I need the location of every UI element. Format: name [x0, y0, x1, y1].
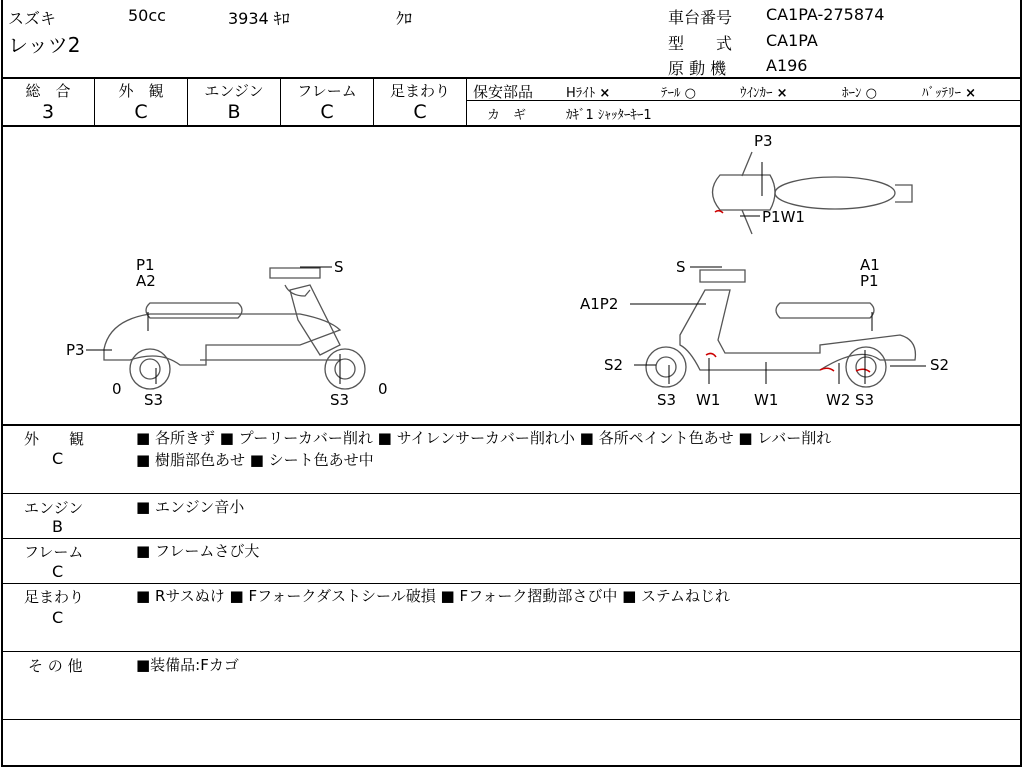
safety-horn-mark: ○: [865, 86, 877, 101]
section-engine-title: エンジン: [24, 499, 84, 517]
mileage: 3934 ｷﾛ: [228, 9, 290, 28]
type-label: 型 式: [668, 34, 733, 53]
grade-suspension-value: C: [413, 101, 427, 123]
grade-frame-value: C: [320, 101, 334, 123]
diagram-labels: [66, 132, 949, 409]
section-other-title: そ の 他: [28, 657, 83, 675]
displacement: 50cc: [128, 6, 166, 25]
label-left-s3a: S3: [144, 391, 164, 409]
section-frame-title: フレーム: [24, 543, 84, 561]
safety-winker: ｳｲﾝｶｰ ×: [740, 86, 788, 101]
grade-suspension-label: 足まわり: [389, 82, 450, 100]
grade-total-value: 3: [41, 101, 55, 123]
color: ｸﾛ: [396, 9, 413, 28]
label-right-s: S: [676, 258, 686, 276]
damage-diagram: [0, 126, 1024, 424]
label-right-p1: P1: [860, 272, 879, 290]
label-left-s3b: S3: [330, 391, 350, 409]
section-engine-grade: B: [52, 517, 63, 536]
section-exterior-title: 外 観: [24, 430, 85, 448]
label-right-s3a: S3: [657, 391, 677, 409]
section-frame-line-1: ■ フレームさび大: [136, 542, 260, 560]
safety-winker-mark: ×: [776, 86, 788, 101]
model-name: レッツ2: [8, 33, 81, 57]
safety-tail-mark: ○: [684, 86, 696, 101]
safety-headlight: Hﾗｲﾄ ×: [566, 86, 611, 101]
section-suspension-line-1: ■ Rサスぬけ ■ Fフォークダストシール破損 ■ Fフォーク摺動部さび中 ■ ステムねじれ: [136, 587, 730, 605]
label-left-0b: 0: [378, 380, 388, 398]
label-left-0a: 0: [112, 380, 122, 398]
label-right-s3b: S3: [855, 391, 875, 409]
engine-label: 原 動 機: [668, 59, 727, 78]
frame-no-label: 車台番号: [668, 8, 733, 27]
key-label: カ ギ: [487, 108, 527, 123]
section-exterior-line-2: ■ 樹脂部色あせ ■ シート色あせ中: [136, 451, 374, 469]
label-left-s: S: [334, 258, 344, 276]
scooter-top-view: [713, 152, 913, 234]
grade-engine-label: エンジン: [204, 82, 264, 100]
label-right-a1p2: A1P2: [580, 295, 619, 313]
safety-battery-mark: ×: [965, 86, 977, 101]
label-left-p1: P1: [136, 256, 155, 274]
maker: スズキ: [8, 9, 57, 28]
label-right-s2b: S2: [930, 356, 950, 374]
section-suspension-grade: C: [52, 608, 64, 627]
label-right-w1a: W1: [696, 391, 721, 409]
grade-total-label: 総 合: [25, 82, 71, 100]
section-exterior-line-1: ■ 各所きず ■ プーリーカバー削れ ■ サイレンサーカバー削れ小 ■ 各所ペイント色あせ ■ レバー削れ: [136, 429, 832, 447]
engine-value: A196: [766, 56, 808, 75]
label-right-w1b: W1: [754, 391, 779, 409]
section-frame-grade: C: [52, 562, 64, 581]
callout-lines: [86, 162, 926, 384]
damage-marks: [706, 211, 870, 372]
frame-no: CA1PA-275874: [766, 5, 885, 24]
type-value: CA1PA: [766, 31, 818, 50]
label-top-p1w1: P1W1: [762, 208, 805, 226]
section-other-line-1: ■装備品:Fカゴ: [136, 656, 239, 674]
section-engine-line-1: ■ エンジン音小: [136, 498, 245, 516]
safety-horn: ﾎｰﾝ ○: [842, 86, 877, 101]
section-exterior-grade: C: [52, 449, 64, 468]
grade-exterior-label: 外 観: [118, 82, 164, 100]
safety-title: 保安部品: [473, 83, 534, 101]
safety-headlight-mark: ×: [599, 86, 611, 101]
section-suspension-title: 足まわり: [24, 588, 85, 606]
label-left-a2: A2: [136, 272, 156, 290]
label-top-p3: P3: [754, 132, 773, 150]
grade-engine-value: B: [227, 101, 241, 123]
grade-frame-label: フレーム: [297, 82, 357, 100]
grade-table-top: [1, 77, 1022, 79]
label-right-s2a: S2: [604, 356, 624, 374]
label-right-a1: A1: [860, 256, 880, 274]
label-left-p3: P3: [66, 341, 85, 359]
label-right-w2: W2: [826, 391, 851, 409]
safety-battery: ﾊﾞｯﾃﾘｰ ×: [922, 86, 977, 101]
safety-tail: ﾃｰﾙ ○: [661, 86, 696, 101]
grade-exterior-value: C: [134, 101, 148, 123]
key-value: ｶｷﾞ1 ｼｬｯﾀｰｷｰ1: [566, 108, 652, 123]
